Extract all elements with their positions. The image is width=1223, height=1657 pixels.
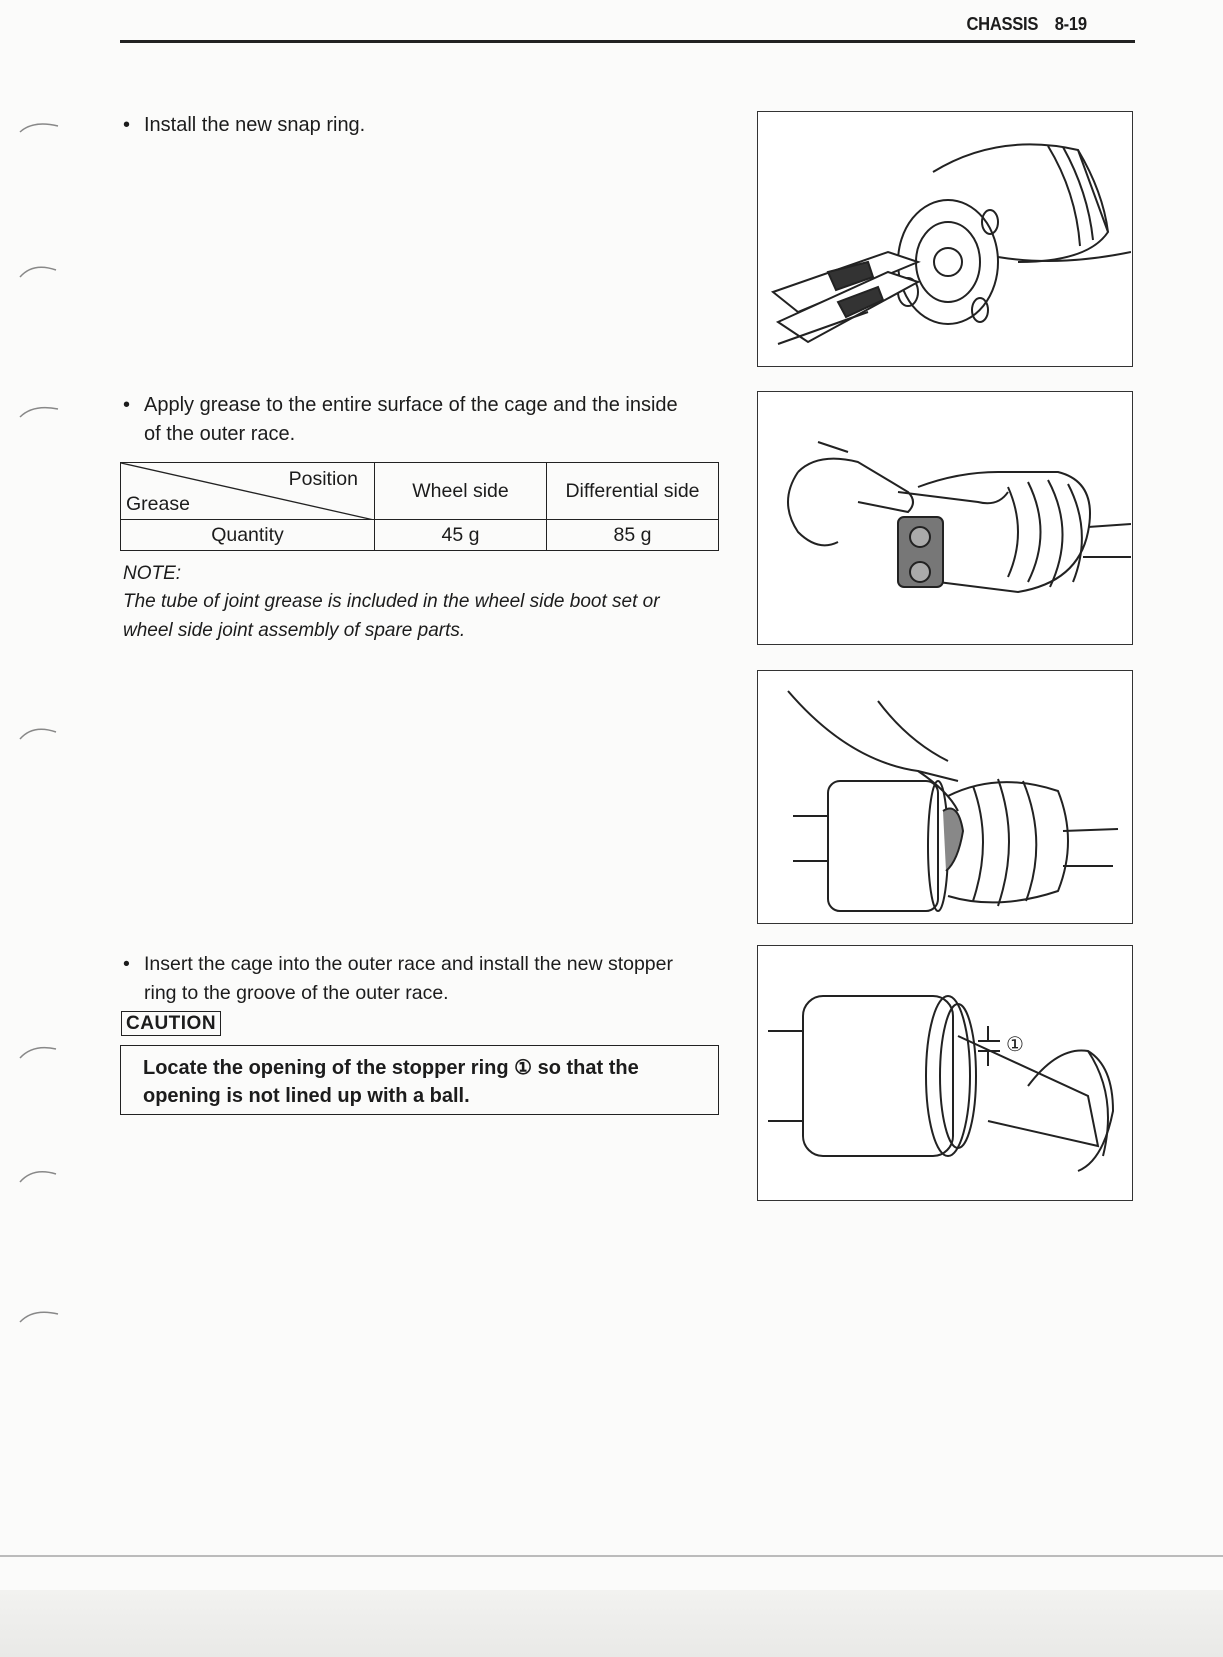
stopper-ring-illustration-icon [758, 946, 1131, 1199]
bullet-dot: • [123, 953, 130, 975]
bullet-dot: • [123, 394, 131, 416]
figure-stopper-ring [757, 945, 1133, 1201]
caution-line: Locate the opening of the stopper ring ① so that the [143, 1057, 639, 1079]
step-text-line: Install the new snap ring. [144, 114, 366, 136]
step-text-line: Insert the cage into the outer race and install the new stopper [144, 953, 673, 975]
row-label-quantity: Quantity [121, 520, 375, 551]
page-header [967, 14, 1087, 35]
header-rule [120, 40, 1135, 43]
snap-ring-pliers-illustration-icon [758, 112, 1131, 365]
column-header-differential-side: Differential side [547, 463, 719, 520]
value-wheel-side: 45 g [375, 520, 547, 551]
step-text-line: of the outer race. [144, 423, 296, 445]
figure-apply-grease [757, 391, 1133, 645]
page-edge-shadow [0, 1590, 1223, 1657]
corner-label-grease: Grease [126, 493, 190, 515]
caution-label: CAUTION [121, 1011, 221, 1036]
caution-box [120, 1045, 719, 1115]
page-number: 8-19 [1054, 14, 1087, 34]
note-line: wheel side joint assembly of spare parts. [123, 620, 466, 641]
note-label: NOTE: [123, 563, 182, 584]
step-text-line: ring to the groove of the outer race. [144, 982, 449, 1004]
figure-insert-cage [757, 670, 1133, 924]
binder-hole-marks [18, 112, 68, 1362]
figure-snap-ring [757, 111, 1133, 367]
table-corner-cell [121, 463, 375, 520]
column-header-wheel-side: Wheel side [375, 463, 547, 520]
stopper-ring-callout: ① [1006, 1032, 1024, 1056]
note-line: The tube of joint grease is included in the wheel side boot set or [123, 591, 660, 612]
section-title: CHASSIS [966, 14, 1039, 34]
grease-quantity-table [120, 462, 719, 551]
corner-label-position: Position [288, 468, 358, 490]
page-edge-line [0, 1555, 1223, 1557]
value-differential-side: 85 g [547, 520, 719, 551]
bullet-dot: • [123, 114, 131, 136]
caution-line: opening is not lined up with a ball. [143, 1085, 470, 1107]
step-text-line: Apply grease to the entire surface of the cage and the inside [144, 394, 678, 416]
grease-application-illustration-icon [758, 392, 1131, 643]
note-text [123, 587, 660, 645]
cage-insertion-illustration-icon [758, 671, 1131, 922]
